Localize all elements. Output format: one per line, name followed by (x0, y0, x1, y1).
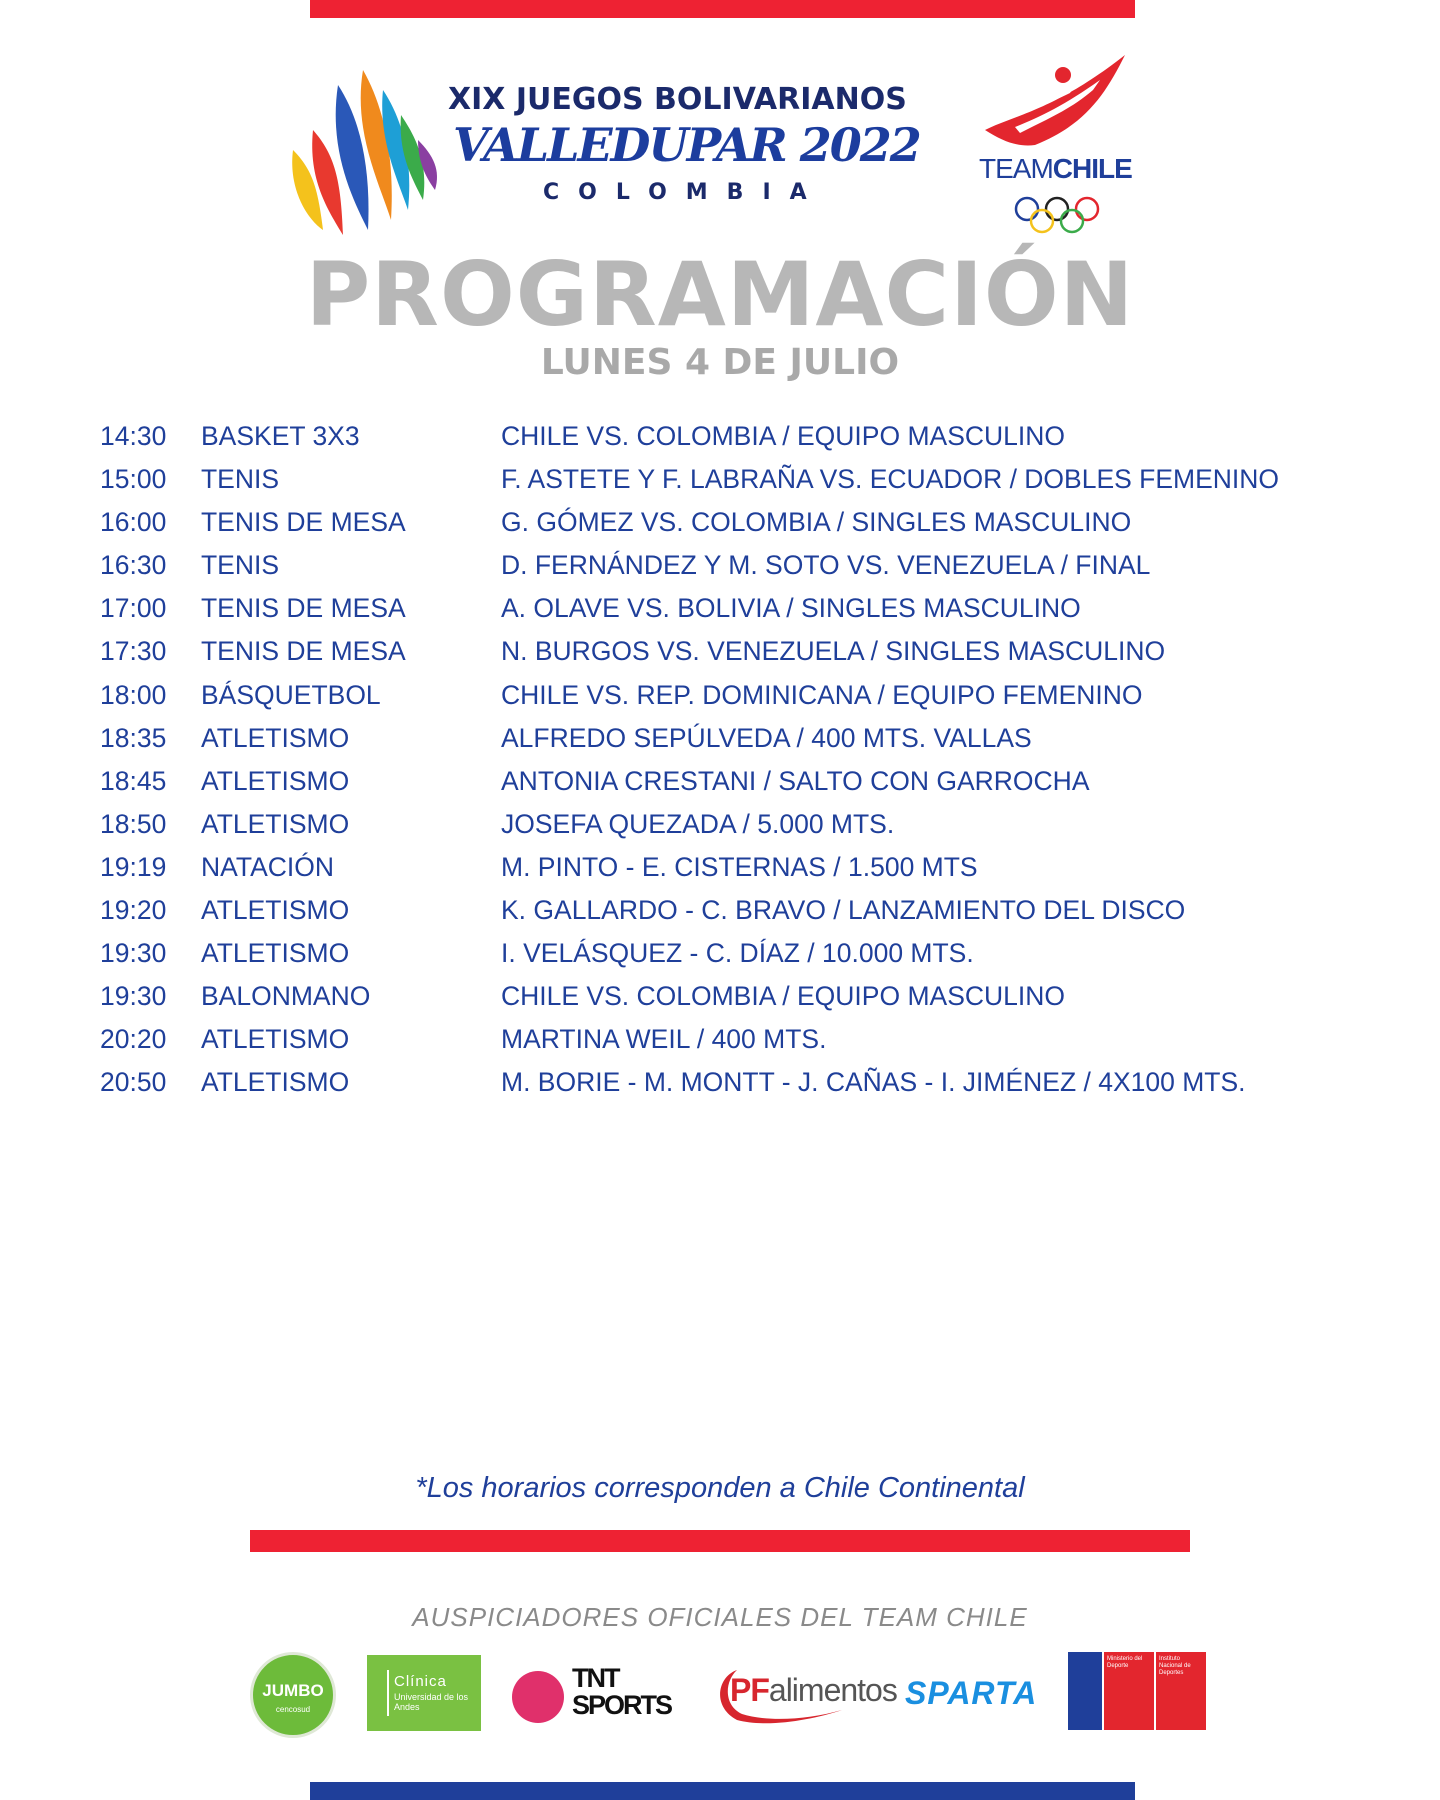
pf-wordmark (730, 1672, 897, 1709)
event-detail: MARTINA WEIL / 400 MTS. (501, 1024, 827, 1055)
schedule-row (100, 717, 1400, 760)
clinica-sub: Universidad de los Andes (394, 1692, 469, 1712)
event-detail: D. FERNÁNDEZ Y M. SOTO VS. VENEZUELA / FINAL (501, 550, 1151, 581)
jumbo-sub: cencosud (275, 1705, 311, 1714)
event-sport: ATLETISMO (201, 722, 350, 753)
event-sport: TENIS (201, 464, 280, 495)
event-sport: ATLETISMO (201, 1067, 350, 1098)
middle-red-bar (250, 1530, 1190, 1552)
team-chile-wordmark (979, 153, 1132, 185)
event-detail: K. GALLARDO - C. BRAVO / LANZAMIENTO DEL DISCO (501, 895, 1186, 926)
flags-emblem-icon (283, 60, 448, 235)
event-sport: BASKET 3X3 (201, 421, 360, 451)
ministry-shield-block (1068, 1652, 1102, 1730)
sponsor-pf-alimentos-logo (712, 1662, 897, 1726)
event-time: 20:20 (100, 1024, 167, 1055)
sponsors-heading: AUSPICIADORES OFICIALES DEL TEAM CHILE (412, 1602, 1028, 1632)
sponsor-clinica-logo (367, 1655, 481, 1731)
schedule-row (100, 501, 1400, 544)
ministry-label: Ministerio del Deporte (1107, 1656, 1143, 1669)
event-time: 18:00 (100, 679, 167, 710)
tnt-wordmark (572, 1665, 671, 1719)
event-detail: I. VELÁSQUEZ - C. DÍAZ / 10.000 MTS. (501, 938, 974, 969)
tnt-line-2: SPORTS (572, 1690, 672, 1720)
event-time: 18:50 (100, 808, 167, 839)
schedule-row (100, 760, 1400, 803)
event-detail: A. OLAVE VS. BOLIVIA / SINGLES MASCULINO (501, 593, 1081, 624)
event-sport: ATLETISMO (201, 938, 350, 969)
schedule-list (100, 415, 1400, 1105)
pf-bold: PF (730, 1672, 769, 1708)
olympic-rings-icon (1013, 195, 1101, 237)
runner-emblem-icon (975, 55, 1135, 150)
schedule-row (100, 674, 1400, 717)
event-time: 16:00 (100, 507, 167, 538)
event-detail: M. PINTO - E. CISTERNAS / 1.500 MTS (501, 851, 978, 882)
event-time: 19:30 (100, 981, 167, 1012)
schedule-row (100, 415, 1400, 458)
event-time: 15:00 (100, 464, 167, 495)
team-word-light: TEAM (979, 153, 1053, 184)
event-sport: ATLETISMO (201, 1024, 350, 1055)
schedule-row (100, 803, 1400, 846)
event-sport: TENIS DE MESA (201, 507, 406, 538)
team-chile-logo (975, 55, 1135, 240)
event-detail: M. BORIE - M. MONTT - J. CAÑAS - I. JIMÉNEZ / 4X100 MTS. (501, 1067, 1246, 1098)
event-detail: G. GÓMEZ VS. COLOMBIA / SINGLES MASCULINO (501, 507, 1132, 538)
event-sport: ATLETISMO (201, 808, 350, 839)
institute-label: Instituto Nacional de Deportes (1159, 1656, 1191, 1676)
tnt-circle-icon (512, 1671, 564, 1723)
schedule-row (100, 846, 1400, 889)
bolivarian-games-logo (283, 60, 920, 240)
event-time: 20:50 (100, 1067, 167, 1098)
event-detail: CHILE VS. REP. DOMINICANA / EQUIPO FEMENINO (501, 679, 1143, 710)
event-detail: N. BURGOS VS. VENEZUELA / SINGLES MASCULINO (501, 636, 1166, 667)
event-sport: TENIS DE MESA (201, 636, 406, 667)
schedule-row (100, 889, 1400, 932)
event-time: 17:00 (100, 593, 167, 624)
event-time: 18:45 (100, 765, 167, 796)
event-detail: JOSEFA QUEZADA / 5.000 MTS. (501, 808, 895, 839)
sponsor-tnt-sports-logo (512, 1663, 682, 1727)
event-sport: ATLETISMO (201, 895, 350, 926)
jumbo-name: JUMBO (262, 1681, 324, 1700)
top-red-bar (310, 0, 1135, 18)
event-sport: ATLETISMO (201, 765, 350, 796)
schedule-row (100, 1061, 1400, 1104)
bottom-blue-bar (310, 1782, 1135, 1800)
schedule-row (100, 458, 1400, 501)
team-word-bold: CHILE (1052, 153, 1132, 184)
event-time: 19:20 (100, 895, 167, 926)
event-time: 16:30 (100, 550, 167, 581)
schedule-row (100, 630, 1400, 673)
event-sport: BALONMANO (201, 981, 371, 1012)
event-time: 17:30 (100, 636, 167, 667)
event-line-3: COLOMBIA (543, 180, 826, 205)
event-sport: TENIS DE MESA (201, 593, 406, 624)
tnt-line-1: TNT (572, 1663, 619, 1693)
event-time: 18:35 (100, 722, 167, 753)
event-sport: BÁSQUETBOL (201, 679, 381, 710)
schedule-row (100, 587, 1400, 630)
event-detail: ANTONIA CRESTANI / SALTO CON GARROCHA (501, 765, 1090, 796)
clinica-name: Clínica (394, 1673, 447, 1690)
event-time: 14:30 (100, 421, 167, 451)
schedule-row (100, 975, 1400, 1018)
pf-rest: alimentos (768, 1672, 897, 1708)
schedule-row (100, 1018, 1400, 1061)
event-detail: CHILE VS. COLOMBIA / EQUIPO MASCULINO (501, 421, 1065, 451)
timezone-footnote: *Los horarios corresponden a Chile Continental (415, 1472, 1025, 1504)
sponsor-sparta-logo: SPARTA (905, 1675, 1038, 1711)
event-detail: F. ASTETE Y F. LABRAÑA VS. ECUADOR / DOBLES FEMENINO (501, 464, 1280, 495)
event-detail: CHILE VS. COLOMBIA / EQUIPO MASCULINO (501, 981, 1065, 1012)
event-time: 19:30 (100, 938, 167, 969)
event-detail: ALFREDO SEPÚLVEDA / 400 MTS. VALLAS (501, 722, 1032, 753)
event-time: 19:19 (100, 851, 167, 882)
event-line-2: VALLEDUPAR 2022 (453, 118, 920, 172)
page-title: PROGRAMACIÓN (305, 243, 1135, 346)
sponsor-ministry-logo (1068, 1652, 1206, 1730)
event-line-1: XIX JUEGOS BOLIVARIANOS (448, 82, 907, 117)
event-sport: TENIS (201, 550, 280, 581)
clinica-divider (387, 1670, 389, 1716)
schedule-row (100, 932, 1400, 975)
page-subtitle: LUNES 4 DE JULIO (540, 342, 900, 383)
schedule-row (100, 544, 1400, 587)
event-sport: NATACIÓN (201, 851, 334, 882)
sponsor-jumbo-logo (250, 1652, 336, 1738)
